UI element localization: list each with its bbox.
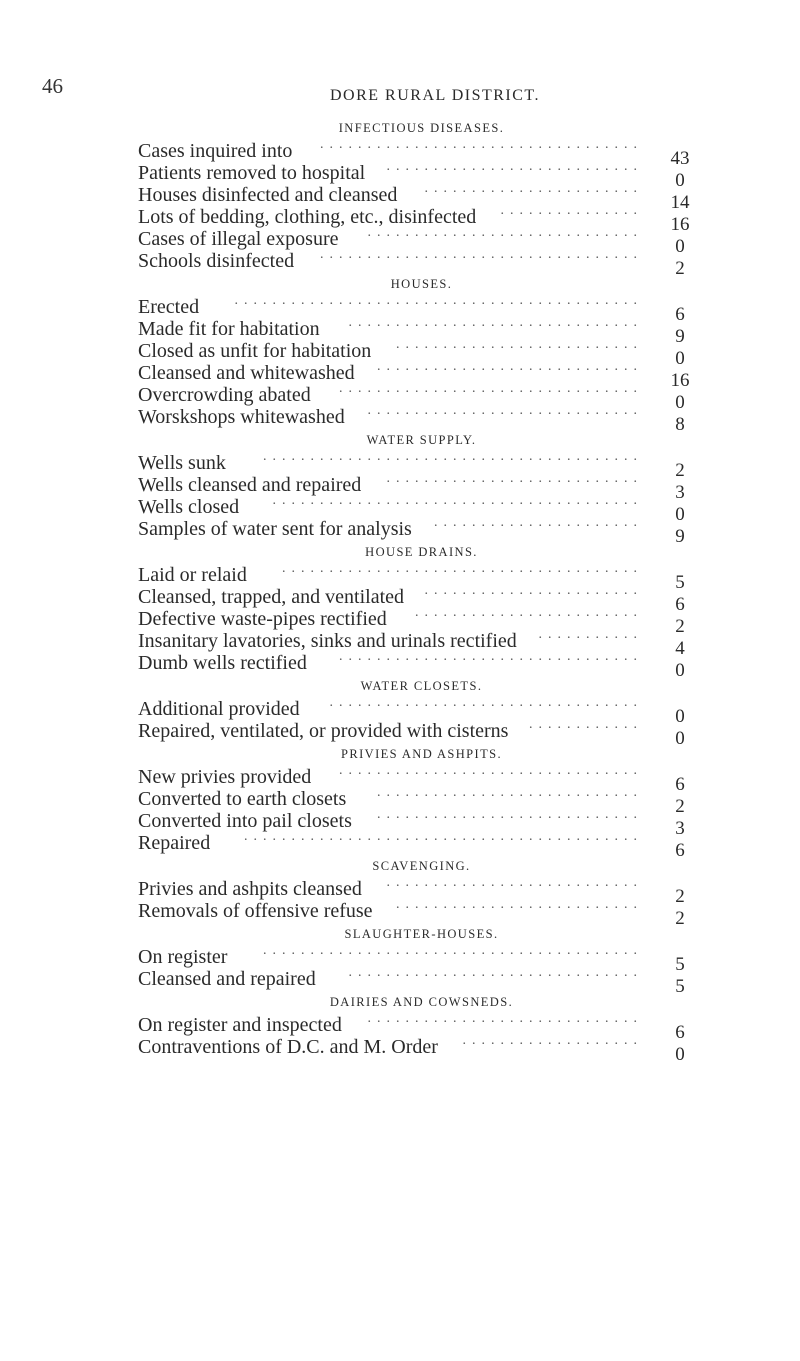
row-label: Worskshops whitewashed	[138, 406, 345, 428]
dot-leader: ..................................	[320, 137, 643, 152]
section	[138, 854, 695, 929]
row-label: Wells cleansed and repaired	[138, 474, 362, 496]
dot-leader: ......................	[434, 515, 643, 530]
dot-leader: .......................................	[272, 493, 643, 508]
row-label: New privies provided	[138, 766, 312, 788]
table-row	[138, 1033, 695, 1065]
row-label: Privies and ashpits cleansed	[138, 878, 362, 900]
row-label: On register and inspected	[138, 1014, 342, 1036]
row-label: Contraventions of D.C. and M. Order	[138, 1036, 438, 1058]
row-value: 5	[675, 976, 685, 997]
row-value: 8	[675, 414, 685, 435]
section-heading: INFECTIOUS DISEASES.	[338, 121, 505, 135]
row-label: Repaired	[138, 832, 211, 854]
row-value: 6	[675, 840, 685, 861]
dot-leader: ..................................	[320, 247, 643, 262]
section-heading: DAIRIES AND COWSNEDS.	[329, 995, 514, 1009]
section-heading: WATER SUPPLY.	[366, 433, 477, 447]
dot-leader: ............................	[377, 785, 643, 800]
row-value: 5	[675, 572, 685, 593]
row-value: 0	[675, 660, 685, 681]
row-value: 0	[675, 170, 685, 191]
dot-leader: ...................	[462, 1033, 643, 1048]
row-value: 9	[675, 526, 685, 547]
row-value: 2	[675, 908, 685, 929]
row-value: 0	[675, 1044, 685, 1065]
dot-leader: ...........................................	[234, 293, 643, 308]
section	[138, 922, 695, 997]
section-heading: WATER CLOSETS.	[360, 679, 483, 693]
section	[138, 990, 695, 1065]
row-value: 0	[675, 236, 685, 257]
row-label: Samples of water sent for analysis	[138, 518, 412, 540]
section-heading: SCAVENGING.	[372, 859, 471, 873]
dot-leader: ...............	[500, 203, 643, 218]
dot-leader: ................................	[339, 381, 643, 396]
table-row	[138, 717, 695, 749]
dot-leader: ...........................	[386, 471, 643, 486]
row-value: 6	[675, 774, 685, 795]
row-value: 2	[675, 258, 685, 279]
table-row	[138, 965, 695, 997]
dot-leader: ................................	[339, 763, 643, 778]
dot-leader: .............................	[367, 225, 643, 240]
dot-leader: ...............................	[348, 965, 643, 980]
dot-leader: ......................................	[282, 561, 643, 576]
row-label: Laid or relaid	[138, 564, 247, 586]
table-row	[138, 247, 695, 279]
row-value: 43	[670, 148, 690, 169]
row-label: Converted into pail closets	[138, 810, 352, 832]
row-value: 4	[675, 638, 685, 659]
row-value: 3	[675, 482, 685, 503]
dot-leader: .......................	[424, 583, 643, 598]
dot-leader: .............................	[367, 403, 643, 418]
row-label: Cases inquired into	[138, 140, 293, 162]
section	[138, 272, 695, 435]
dot-leader: ...........	[538, 627, 643, 642]
row-value: 0	[675, 348, 685, 369]
row-label: Patients removed to hospital	[138, 162, 366, 184]
row-value: 16	[670, 214, 690, 235]
row-label: Overcrowding abated	[138, 384, 311, 406]
row-label: Additional provided	[138, 698, 300, 720]
dot-leader: ................................	[339, 649, 643, 664]
dot-leader: ..........................	[396, 337, 643, 352]
row-label: Made fit for habitation	[138, 318, 320, 340]
row-label: Lots of bedding, clothing, etc., disinfected	[138, 206, 477, 228]
row-value: 0	[675, 706, 685, 727]
row-value: 3	[675, 818, 685, 839]
running-head: DORE RURAL DISTRICT.	[330, 87, 540, 104]
row-label: Wells closed	[138, 496, 240, 518]
dot-leader: ..........................................	[244, 829, 643, 844]
row-label: On register	[138, 946, 228, 968]
table-row	[138, 403, 695, 435]
row-value: 2	[675, 460, 685, 481]
section	[138, 540, 695, 681]
report-content	[138, 116, 695, 1065]
row-value: 0	[675, 728, 685, 749]
section-heading: PRIVIES AND ASHPITS.	[340, 747, 502, 761]
row-label: Cases of illegal exposure	[138, 228, 339, 250]
row-label: Schools disinfected	[138, 250, 295, 272]
dot-leader: ...........................	[386, 875, 643, 890]
dot-leader: .............................	[367, 1011, 643, 1026]
row-label: Erected	[138, 296, 200, 318]
row-value: 0	[675, 392, 685, 413]
dot-leader: ...............................	[348, 315, 643, 330]
row-value: 9	[675, 326, 685, 347]
table-row	[138, 515, 695, 547]
row-label: Removals of offensive refuse	[138, 900, 373, 922]
dot-leader: ........................	[415, 605, 643, 620]
row-value: 2	[675, 616, 685, 637]
dot-leader: ..........................	[396, 897, 643, 912]
row-label: Converted to earth closets	[138, 788, 347, 810]
row-label: Houses disinfected and cleansed	[138, 184, 398, 206]
row-value: 5	[675, 954, 685, 975]
row-label: Defective waste-pipes rectified	[138, 608, 387, 630]
dot-leader: ............................	[377, 807, 643, 822]
table-row	[138, 649, 695, 681]
row-label: Cleansed and repaired	[138, 968, 316, 990]
dot-leader: ...........................	[386, 159, 643, 174]
section	[138, 428, 695, 547]
section	[138, 674, 695, 749]
page-number: 46	[42, 74, 63, 98]
row-value: 2	[675, 796, 685, 817]
row-label: Cleansed and whitewashed	[138, 362, 355, 384]
row-value: 2	[675, 886, 685, 907]
row-label: Repaired, ventilated, or provided with cisterns	[138, 720, 509, 742]
row-value: 16	[670, 370, 690, 391]
row-label: Closed as unfit for habitation	[138, 340, 372, 362]
section	[138, 742, 695, 861]
row-label: Cleansed, trapped, and ventilated	[138, 586, 405, 608]
row-label: Dumb wells rectified	[138, 652, 307, 674]
section-heading: HOUSE DRAINS.	[365, 545, 478, 559]
dot-leader: ............	[529, 717, 643, 732]
row-value: 14	[670, 192, 690, 213]
dot-leader: .......................	[424, 181, 643, 196]
dot-leader: .................................	[329, 695, 643, 710]
table-row	[138, 897, 695, 929]
dot-leader: ........................................	[263, 449, 643, 464]
section	[138, 116, 695, 279]
table-row	[138, 829, 695, 861]
row-label: Wells sunk	[138, 452, 226, 474]
section-heading: SLAUGHTER-HOUSES.	[344, 927, 499, 941]
row-value: 6	[675, 1022, 685, 1043]
section-heading: HOUSES.	[390, 277, 453, 291]
dot-leader: ........................................	[263, 943, 643, 958]
row-label: Insanitary lavatories, sinks and urinals rectified	[138, 630, 517, 652]
dot-leader: ............................	[377, 359, 643, 374]
row-value: 6	[675, 594, 685, 615]
row-value: 6	[675, 304, 685, 325]
row-value: 0	[675, 504, 685, 525]
